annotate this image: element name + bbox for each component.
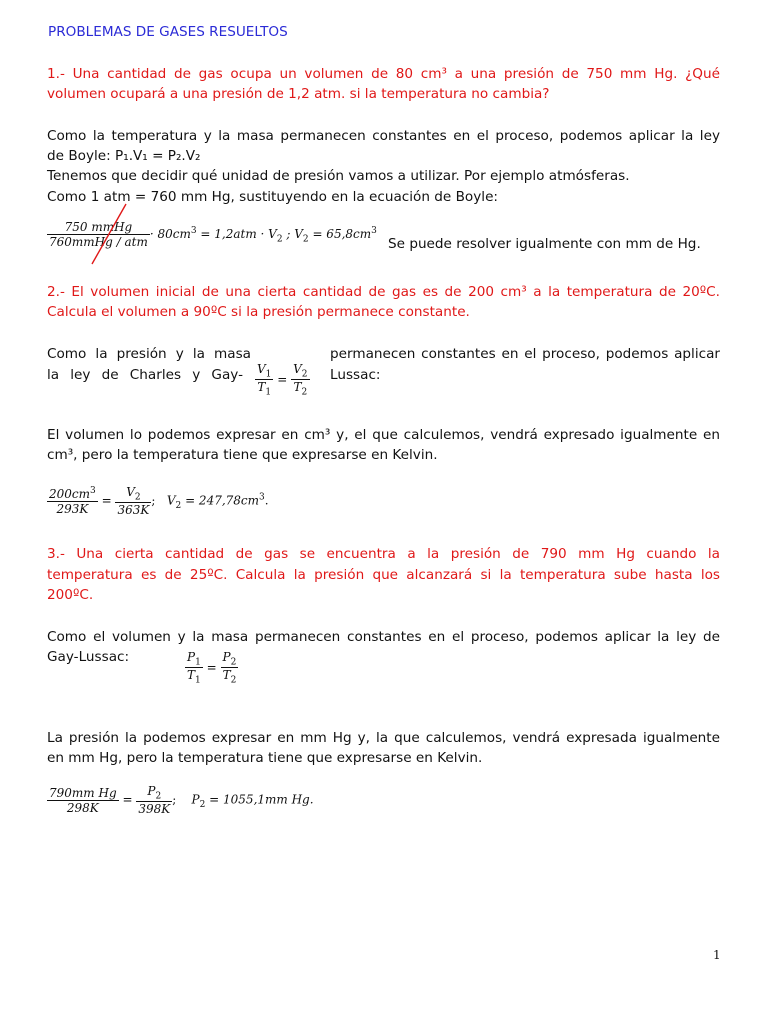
t2-symbol: T	[293, 380, 302, 395]
problem-3-question-line-1: 3.- Una cierta cantidad de gas se encuentra a la presión de 790 mm Hg cuando la	[47, 546, 720, 562]
result-value: = 1055,1mm Hg.	[205, 792, 314, 807]
problem-2-question-line-2: Calcula el volumen a 90ºC si la presión permanece constante.	[47, 304, 470, 320]
gay-lussac-law-formula: $\frac{P_1}{T_1}$ = $\frac{P_2}{T_2}$	[187, 650, 237, 686]
t1-symbol: T	[257, 380, 266, 395]
problem-2-answer-line-1b: permanecen constantes en el proceso, podemos aplicar	[330, 346, 720, 362]
v2-symbol: V	[293, 362, 302, 376]
problem-1-answer-line-3: Tenemos que decidir qué unidad de presión vamos a utilizar. Por ejemplo atmósferas.	[47, 168, 630, 184]
equation-part-d: = 65,8cm	[308, 227, 372, 241]
problem-2-body-line-2: cm³, pero la temperatura tiene que expresarse en Kelvin.	[47, 447, 438, 463]
problem-2-body-line-1: El volumen lo podemos expresar en cm³ y, el que calculemos, vendrá expresado igualmente en	[47, 427, 720, 443]
result-symbol: V	[166, 493, 176, 508]
fraction-denominator: 298K	[47, 800, 119, 815]
problem-3-question-line-2: temperatura es de 25ºC. Calcula la presión que alcanzará si la temperatura sube hasta los	[47, 567, 720, 583]
t2-symbol: T	[222, 668, 231, 683]
fraction-numerator: P	[147, 784, 156, 798]
page-title: PROBLEMAS DE GASES RESUELTOS	[48, 24, 288, 40]
problem-2-question-line-1: 2.- El volumen inicial de una cierta cantidad de gas es de 200 cm³ a la temperatura de 20ºC.	[47, 284, 720, 300]
problem-3-answer-line-1: Como el volumen y la masa permanecen constantes en el proceso, podemos aplicar la ley de	[47, 629, 720, 645]
page-number: 1	[713, 948, 721, 962]
equation-part-a: · 80cm	[149, 227, 191, 241]
fraction-numerator: V	[126, 485, 135, 499]
charles-law-formula: $\frac{V_1}{T_1}$ = $\frac{V_2}{T_2}$	[257, 362, 308, 398]
result-value: = 247,78cm	[181, 493, 260, 508]
problem-3-answer-line-2: Gay-Lussac:	[47, 649, 130, 665]
fraction-denominator: 760mmHg / atm	[49, 235, 148, 249]
problem-1-question-line-1: 1.- Una cantidad de gas ocupa un volumen de 80 cm³ a una presión de 750 mm Hg. ¿Qué	[47, 66, 720, 82]
problem-1-answer-line-2: de Boyle: P₁.V₁ = P₂.V₂	[47, 148, 201, 164]
equation-part-c: ; V	[282, 227, 303, 241]
problem-1-answer-line-4: Como 1 atm = 760 mm Hg, sustituyendo en la ecuación de Boyle:	[47, 189, 499, 205]
problem-1-note: Se puede resolver igualmente con mm de Hg.	[388, 236, 701, 252]
result-symbol: P	[191, 792, 200, 807]
fraction-denominator: 293K	[47, 501, 98, 516]
problem-1-equation: $\frac{\text{750 mmHg}}{\text{760mmHg / atm}}$ · $80cm^3 = 1,2atm \cdot V_2$ ; $V_2 = 65,8cm^3$	[49, 220, 377, 249]
problem-1-question-line-2: volumen ocupará a una presión de 1,2 atm. si la temperatura no cambia?	[47, 86, 550, 102]
p1-symbol: P	[187, 650, 196, 664]
p2-symbol: P	[222, 650, 231, 664]
problem-3-body-line-1: La presión la podemos expresar en mm Hg y, la que calculemos, vendrá expresada igualmente	[47, 730, 720, 746]
fraction-denominator: 398K	[138, 802, 171, 817]
problem-3-question-line-3: 200ºC.	[47, 587, 94, 603]
problem-3-body-line-2: en mm Hg, pero la temperatura tiene que expresarse en Kelvin.	[47, 750, 483, 766]
cancel-stroke	[88, 202, 128, 266]
fraction-numerator: 790mm Hg	[49, 785, 117, 800]
fraction-numerator: 200cm	[49, 487, 91, 502]
problem-2-equation: $\frac{200cm^3}{293K}$ = $\frac{V_2}{363K}$ ; $V_2 = 247,78cm^3$.	[49, 485, 269, 518]
fraction-numerator: 750 mmHg	[64, 220, 133, 234]
problem-3-equation: $\frac{\text{790mm Hg}}{298K}$ = $\frac{P_2}{398K}$ ; $P_2 = 1055,1mm$ Hg.	[49, 784, 314, 817]
fraction-denominator: 363K	[117, 503, 150, 518]
v1-symbol: V	[257, 362, 266, 376]
problem-1-answer-line-1: Como la temperatura y la masa permanecen constantes en el proceso, podemos aplicar la ley	[47, 128, 720, 144]
problem-2-answer-line-2b: Lussac:	[330, 367, 381, 383]
problem-2-answer-line-2a: la ley de Charles y Gay-	[47, 367, 243, 383]
t1-symbol: T	[187, 668, 196, 683]
problem-2-answer-line-1a: Como la presión y la masa	[47, 346, 251, 362]
equation-part-b: = 1,2atm · V	[196, 227, 277, 241]
